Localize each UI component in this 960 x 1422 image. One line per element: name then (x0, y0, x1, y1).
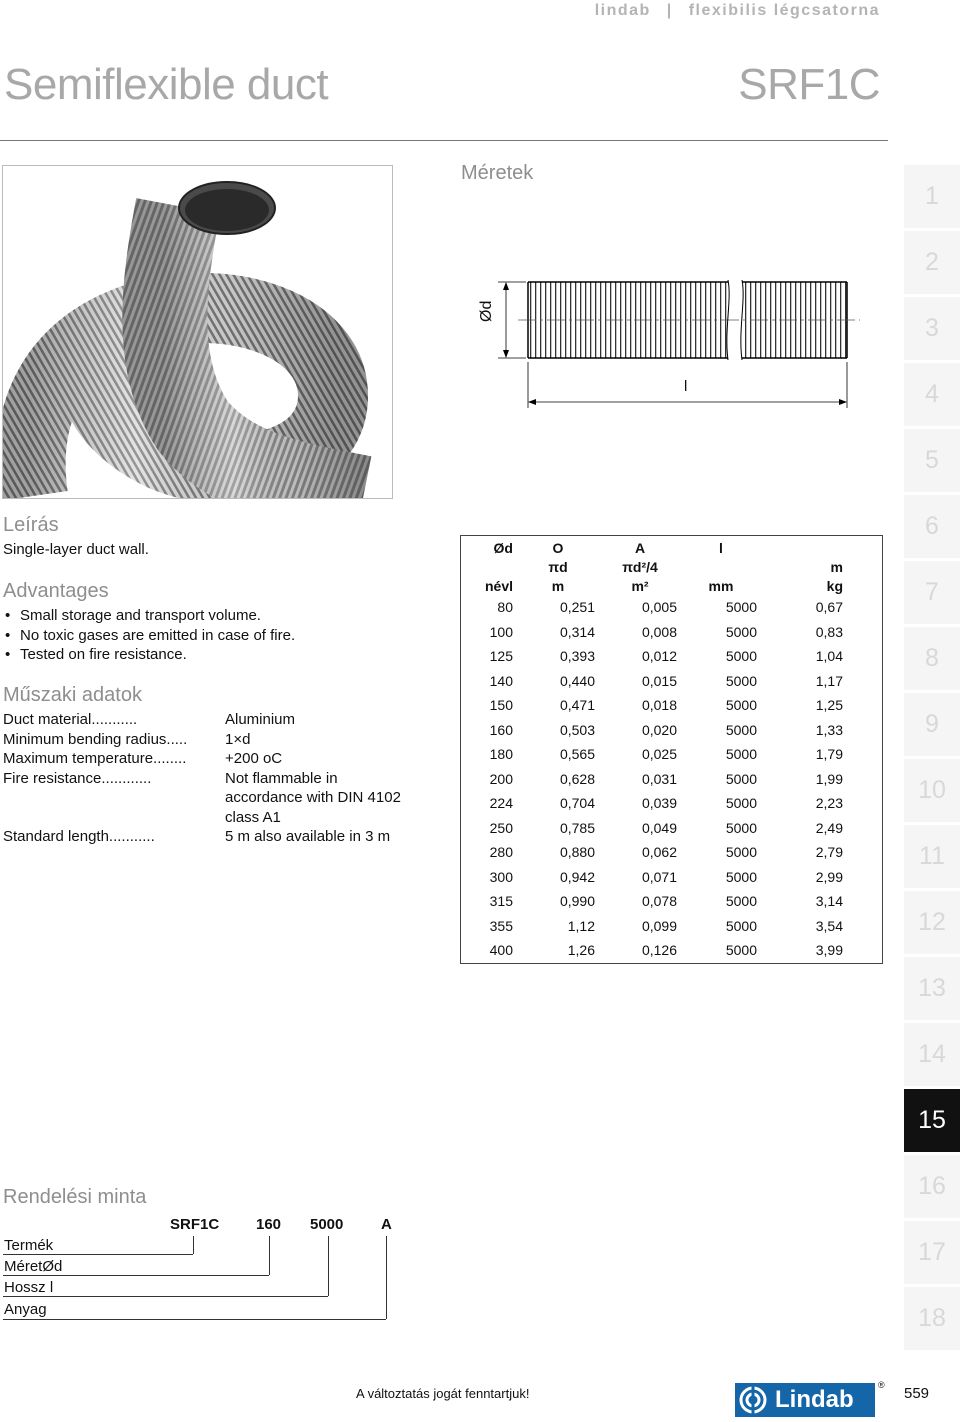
tech-value: 1×d (225, 730, 251, 748)
tech-label: Standard length........... (3, 828, 155, 845)
advantages-list (3, 606, 295, 665)
table-cell: 400 (489, 942, 513, 959)
order-line (269, 1236, 270, 1275)
tech-heading: Műszaki adatok (3, 684, 142, 706)
lindab-logo (735, 1383, 875, 1417)
table-cell: 0,015 (641, 672, 677, 689)
tech-label: Minimum bending radius..... (3, 730, 188, 748)
table-cell: 0,020 (641, 721, 677, 738)
dimensions-heading: Méretek (461, 162, 534, 184)
table-cell: 5000 (725, 868, 757, 885)
advantages-heading: Advantages (3, 580, 109, 602)
table-cell: 1,99 (815, 770, 843, 787)
order-label-product: Termék (4, 1237, 54, 1254)
order-line (3, 1275, 269, 1276)
page-number: 559 (904, 1385, 930, 1402)
table-cell: 0,025 (641, 746, 677, 763)
table-cell: 0,880 (559, 844, 595, 861)
table-row (461, 816, 857, 841)
tech-label: Maximum temperature........ (3, 750, 187, 767)
table-cell: 250 (489, 819, 513, 836)
table-header-cell: kg (826, 577, 843, 594)
table-cell: 0,062 (641, 844, 677, 861)
order-code-length: 5000 (310, 1216, 344, 1233)
table-cell: 0,67 (815, 599, 843, 616)
table-row (461, 693, 857, 718)
table-cell: 5000 (725, 746, 757, 763)
table-cell: 0,83 (815, 623, 843, 640)
table-cell: 0,031 (641, 770, 677, 787)
table-row (461, 938, 857, 963)
table-cell: 0,008 (641, 623, 677, 640)
table-cell: 0,393 (559, 648, 595, 665)
chapter-tabs (904, 165, 960, 1353)
table-cell: 0,565 (559, 746, 595, 763)
list-item: • Tested on fire resistance. (3, 645, 295, 665)
spec-table-box (460, 535, 883, 964)
table-row (461, 840, 857, 865)
table-header-cell: l (719, 539, 723, 556)
length-label: l (684, 378, 688, 395)
table-cell: 280 (489, 844, 513, 861)
table-cell: 5000 (725, 672, 757, 689)
tech-value: Aluminium (225, 711, 296, 728)
product-code: SRF1C (738, 60, 880, 109)
order-line (3, 1319, 386, 1320)
tech-value: +200 oC (225, 750, 283, 767)
chapter-tab-18[interactable]: 18 (904, 1287, 960, 1350)
table-cell: 5000 (725, 795, 757, 812)
order-label-material: Anyag (4, 1301, 47, 1318)
table-cell: 1,25 (815, 697, 843, 714)
table-cell: 1,79 (815, 746, 843, 763)
table-cell: 2,49 (815, 819, 843, 836)
list-item: • No toxic gases are emitted in case of fire. (3, 626, 295, 646)
table-header-cell: mm (708, 577, 734, 594)
order-line (3, 1296, 328, 1297)
table-header-row (461, 576, 857, 595)
running-header (595, 2, 880, 20)
table-cell: 2,79 (815, 844, 843, 861)
table-cell: 0,440 (559, 672, 595, 689)
table-row (461, 742, 857, 767)
footer-note: A változtatás jogát fenntartjuk! (356, 1386, 530, 1401)
table-cell: 140 (489, 672, 513, 689)
table-cell: 5000 (725, 697, 757, 714)
table-cell: 0,071 (641, 868, 677, 885)
registered-mark: ® (878, 1380, 885, 1390)
chapter-tab-15[interactable]: 15 (904, 1089, 960, 1152)
table-cell: 5000 (725, 844, 757, 861)
table-cell: 180 (489, 746, 513, 763)
table-header-cell: m² (631, 577, 649, 594)
order-line (193, 1236, 194, 1254)
description-text: Single-layer duct wall. (3, 541, 149, 558)
tech-row (3, 827, 423, 847)
table-row (461, 620, 857, 645)
chapter-tab-14[interactable]: 14 (904, 1023, 960, 1086)
table-cell: 1,12 (567, 917, 595, 934)
title-divider (0, 140, 888, 141)
table-row (461, 669, 857, 694)
order-code-product: SRF1C (170, 1216, 220, 1233)
order-label-length: Hossz l (4, 1279, 54, 1296)
table-cell: 0,005 (641, 599, 677, 616)
tech-label: Duct material........... (3, 711, 138, 728)
table-header-cell (761, 538, 857, 557)
table-cell: 1,17 (815, 672, 843, 689)
table-cell: 0,704 (559, 795, 595, 812)
table-cell: 0,990 (559, 893, 595, 910)
table-cell: 1,04 (815, 648, 843, 665)
chapter-tab-5[interactable]: 5 (904, 429, 960, 492)
tech-label: Fire resistance............ (3, 769, 152, 787)
chapter-tab-13[interactable]: 13 (904, 957, 960, 1020)
table-header-cell: m (830, 558, 843, 575)
spec-table-body (461, 595, 857, 963)
table-cell: 315 (489, 893, 513, 910)
product-photo (2, 165, 393, 499)
page-title: Semiflexible duct (4, 60, 329, 109)
table-cell: 5000 (725, 942, 757, 959)
table-cell: 224 (489, 795, 513, 812)
table-cell: 125 (489, 648, 513, 665)
table-cell: 2,99 (815, 868, 843, 885)
table-row (461, 914, 857, 939)
table-cell: 0,314 (559, 623, 595, 640)
chapter-tab-7[interactable]: 7 (904, 561, 960, 624)
table-row (461, 718, 857, 743)
table-header-cell (461, 557, 517, 576)
table-row (461, 767, 857, 792)
chapter-tab-17[interactable]: 17 (904, 1221, 960, 1284)
description-heading: Leírás (3, 514, 59, 536)
spec-table-header (461, 538, 857, 595)
chapter-tab-11[interactable]: 11 (904, 825, 960, 888)
header-brand: lindab (594, 2, 651, 19)
table-header-cell: πd²/4 (622, 558, 658, 575)
order-line (386, 1236, 387, 1319)
table-header-row (461, 557, 857, 576)
duct-drawing (470, 270, 870, 420)
table-cell: 5000 (725, 819, 757, 836)
table-cell: 5000 (725, 917, 757, 934)
table-row (461, 791, 857, 816)
order-label-size: MéretØd (4, 1258, 63, 1275)
table-header-cell: m (551, 577, 565, 594)
spec-table (461, 538, 857, 963)
table-cell: 0,039 (641, 795, 677, 812)
tech-row (3, 749, 423, 769)
table-header-cell: A (634, 539, 646, 556)
chapter-tab-16[interactable]: 16 (904, 1155, 960, 1218)
table-cell: 3,54 (815, 917, 843, 934)
table-cell: 150 (489, 697, 513, 714)
table-header-cell (681, 557, 761, 576)
table-cell: 80 (497, 599, 513, 616)
chapter-tab-4[interactable]: 4 (904, 363, 960, 426)
tech-row (3, 769, 423, 828)
tech-data (3, 710, 423, 847)
table-row (461, 889, 857, 914)
table-cell: 355 (489, 917, 513, 934)
diameter-label: Ød (478, 300, 495, 322)
order-code-material: A (381, 1216, 392, 1233)
table-cell: 0,126 (641, 942, 677, 959)
chapter-tab-8[interactable]: 8 (904, 627, 960, 690)
table-cell: 5000 (725, 648, 757, 665)
tech-value: Not flammable in accordance with DIN 4102 class A1 (225, 769, 401, 826)
chapter-tab-10[interactable]: 10 (904, 759, 960, 822)
table-cell: 1,26 (567, 942, 595, 959)
table-cell: 0,471 (559, 697, 595, 714)
table-cell: 3,14 (815, 893, 843, 910)
table-cell: 5000 (725, 893, 757, 910)
table-cell: 300 (489, 868, 513, 885)
table-cell: 200 (489, 770, 513, 787)
table-header-cell: Ød (493, 539, 513, 556)
table-cell: 0,942 (559, 868, 595, 885)
table-cell: 0,628 (559, 770, 595, 787)
tech-row (3, 710, 423, 730)
table-row (461, 644, 857, 669)
lindab-logo-icon (739, 1386, 767, 1414)
table-header-cell: névl (484, 577, 513, 594)
order-example (0, 1212, 420, 1327)
table-cell: 0,099 (641, 917, 677, 934)
chapter-tab-3[interactable]: 3 (904, 297, 960, 360)
chapter-tab-12[interactable]: 12 (904, 891, 960, 954)
logo-text: Lindab (775, 1386, 854, 1413)
table-cell: 1,33 (815, 721, 843, 738)
order-line (328, 1236, 329, 1296)
table-header-cell: O (552, 539, 564, 556)
table-cell: 0,078 (641, 893, 677, 910)
table-cell: 0,049 (641, 819, 677, 836)
chapter-tab-1[interactable]: 1 (904, 165, 960, 228)
table-cell: 0,785 (559, 819, 595, 836)
table-cell: 3,99 (815, 942, 843, 959)
chapter-tab-9[interactable]: 9 (904, 693, 960, 756)
table-header-row (461, 538, 857, 557)
table-cell: 0,018 (641, 697, 677, 714)
table-row (461, 865, 857, 890)
header-category: flexibilis légcsatorna (688, 2, 880, 19)
table-cell: 5000 (725, 623, 757, 640)
order-heading: Rendelési minta (3, 1186, 147, 1208)
table-cell: 5000 (725, 599, 757, 616)
chapter-tab-2[interactable]: 2 (904, 231, 960, 294)
table-cell: 0,503 (559, 721, 595, 738)
list-item: • Small storage and transport volume. (3, 606, 295, 626)
table-cell: 160 (489, 721, 513, 738)
table-cell: 0,012 (641, 648, 677, 665)
order-code-size: 160 (256, 1216, 282, 1233)
order-line (3, 1254, 193, 1255)
header-separator: | (666, 2, 673, 19)
table-cell: 2,23 (815, 795, 843, 812)
table-cell: 100 (489, 623, 513, 640)
table-row (461, 595, 857, 620)
table-header-cell: πd (548, 558, 568, 575)
table-cell: 5000 (725, 721, 757, 738)
chapter-tab-6[interactable]: 6 (904, 495, 960, 558)
table-cell: 0,251 (559, 599, 595, 616)
table-cell: 5000 (725, 770, 757, 787)
tech-value: 5 m also available in 3 m (225, 828, 391, 845)
tech-row (3, 730, 423, 750)
